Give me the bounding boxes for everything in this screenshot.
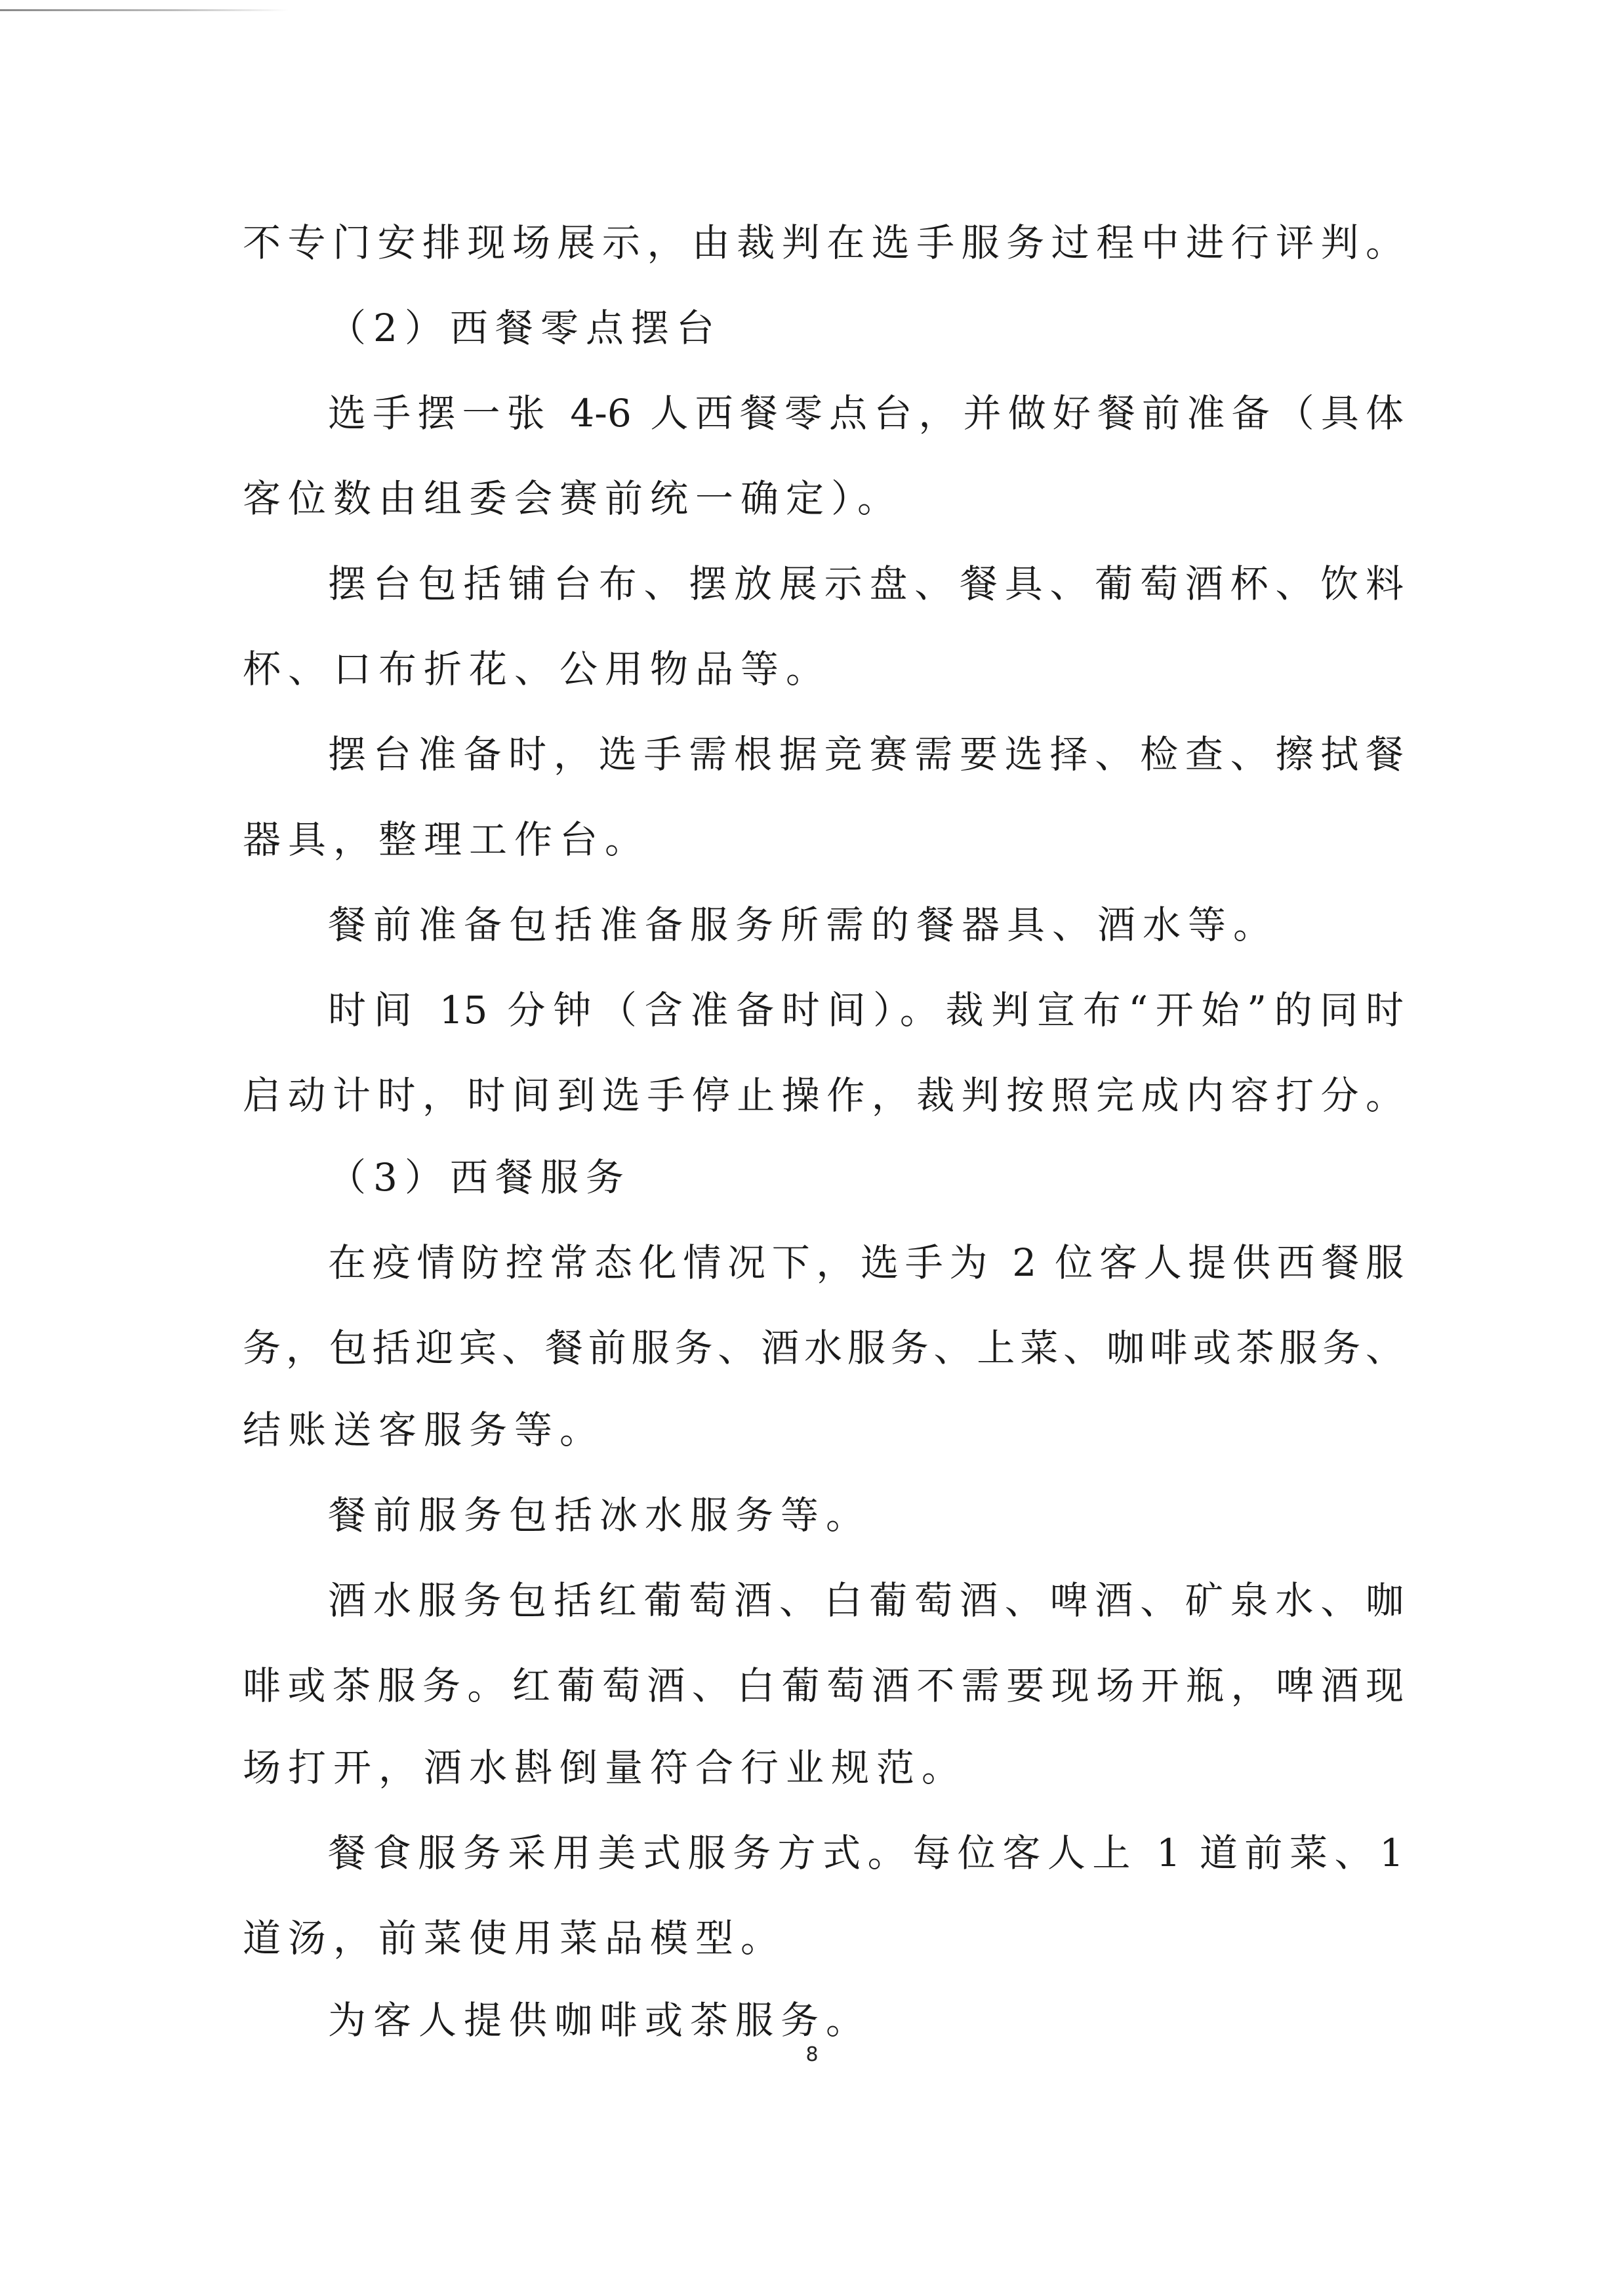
text-line: 摆台包括铺台布、摆放展示盘、餐具、葡萄酒杯、饮料 — [328, 561, 1404, 606]
text-line: 不专门安排现场展示，由裁判在选手服务过程中进行评判。 — [243, 220, 1404, 265]
text-line: 在疫情防控常态化情况下，选手为 2 位客人提供西餐服 — [328, 1240, 1404, 1285]
text-line: （2）西餐零点摆台 — [328, 306, 721, 350]
text-line: 餐前服务包括冰水服务等。 — [328, 1493, 872, 1537]
text-line: 道汤，前菜使用菜品模型。 — [243, 1916, 786, 1961]
text-line: 杯、口布折花、公用物品等。 — [243, 647, 832, 691]
scan-artifact-line — [0, 9, 289, 11]
text-line: 客位数由组委会赛前统一确定）。 — [243, 476, 903, 521]
text-line: 餐食服务采用美式服务方式。每位客人上 1 道前菜、1 — [328, 1831, 1404, 1875]
text-line: 酒水服务包括红葡萄酒、白葡萄酒、啤酒、矿泉水、咖 — [328, 1578, 1404, 1623]
text-line: 摆台准备时，选手需根据竞赛需要选择、检查、擦拭餐 — [328, 732, 1404, 777]
text-line: 结账送客服务等。 — [243, 1408, 605, 1452]
text-line: 餐前准备包括准备服务所需的餐器具、酒水等。 — [328, 903, 1279, 947]
text-line: 启动计时，时间到选手停止操作，裁判按照完成内容打分。 — [243, 1073, 1404, 1118]
text-line: 为客人提供咖啡或茶服务。 — [328, 1998, 872, 2043]
text-line: 器具，整理工作台。 — [243, 817, 651, 862]
text-line: 场打开，酒水斟倒量符合行业规范。 — [243, 1745, 967, 1790]
text-line: 时间 15 分钟（含准备时间）。裁判宣布“开始”的同时 — [328, 988, 1404, 1032]
text-line: 务，包括迎宾、餐前服务、酒水服务、上菜、咖啡或茶服务、 — [243, 1326, 1404, 1370]
text-line: （3）西餐服务 — [328, 1155, 631, 1200]
page-number: 8 — [805, 2043, 819, 2066]
text-line: 选手摆一张 4-6 人西餐零点台，并做好餐前准备（具体 — [328, 391, 1404, 436]
text-line: 啡或茶服务。红葡萄酒、白葡萄酒不需要现场开瓶，啤酒现 — [243, 1663, 1404, 1708]
